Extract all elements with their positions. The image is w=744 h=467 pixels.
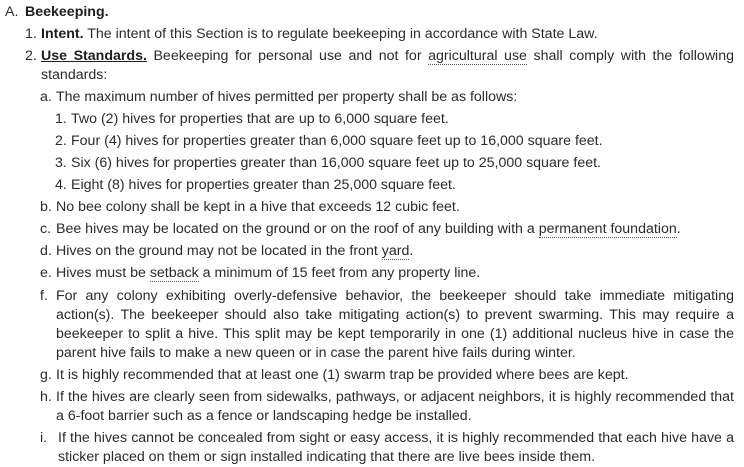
standard-i bbox=[0, 429, 734, 467]
hive-limit-item bbox=[0, 110, 734, 129]
item-heading: Intent. bbox=[41, 26, 84, 42]
standard-marker: g. bbox=[40, 367, 52, 383]
standard-g bbox=[0, 366, 734, 385]
hive-limit-text: Two (2) hives for properties that are up to 6,000 square feet. bbox=[71, 111, 449, 127]
standard-text bbox=[56, 220, 734, 239]
hive-limit-marker: 4. bbox=[55, 177, 67, 193]
hive-limit-text: Six (6) hives for properties greater than 16,000 square feet up to 25,000 square feet. bbox=[71, 155, 601, 171]
standard-a bbox=[0, 88, 734, 107]
hive-limit-text: Eight (8) hives for properties greater than 25,000 square feet. bbox=[71, 177, 456, 193]
standard-marker: b. bbox=[40, 199, 52, 215]
standard-text-part: a minimum of 15 feet from any property line. bbox=[198, 265, 481, 281]
item-text: Beekeeping for personal use and not for bbox=[146, 48, 429, 64]
standard-text: It is highly recommended that at least one (1) swarm trap be provided where bees are kept. bbox=[56, 367, 629, 383]
standard-text: No bee colony shall be kept in a hive that exceeds 12 cubic feet. bbox=[56, 199, 460, 215]
standard-marker: f. bbox=[40, 288, 48, 304]
standard-marker: c. bbox=[40, 221, 52, 237]
hive-limit-item bbox=[0, 176, 734, 195]
list-item-use-standards bbox=[0, 47, 734, 85]
standard-text-part: Hives on the ground may not be located in the front bbox=[56, 243, 382, 259]
item-marker: 1. bbox=[25, 26, 37, 42]
hive-limit-text: Four (4) hives for properties greater than 6,000 square feet up to 16,000 square feet. bbox=[71, 133, 603, 149]
standard-text-part: Hives must be bbox=[56, 265, 150, 281]
hive-limit-marker: 3. bbox=[55, 155, 67, 171]
standard-text: The maximum number of hives permitted per property shall be as follows: bbox=[56, 89, 518, 105]
section-title: Beekeeping. bbox=[25, 4, 109, 20]
definition-link-permanent-foundation[interactable]: permanent foundation bbox=[538, 221, 677, 237]
definition-link-yard[interactable]: yard bbox=[381, 243, 410, 259]
section-heading bbox=[0, 3, 734, 22]
section-marker: A. bbox=[5, 4, 19, 20]
standard-text-part: Bee hives may be located on the ground or on the roof of any building with a bbox=[56, 221, 539, 237]
definition-link-agricultural-use[interactable]: agricultural use bbox=[428, 48, 527, 64]
standard-d bbox=[0, 242, 734, 261]
list-item-intent bbox=[0, 25, 734, 44]
standard-c bbox=[0, 220, 734, 239]
standard-text bbox=[56, 242, 734, 261]
item-text: The intent of this Section is to regulate beekeeping in accordance with State Law. bbox=[83, 26, 598, 42]
standard-h bbox=[0, 388, 734, 426]
standard-e bbox=[0, 264, 734, 283]
hive-limit-item bbox=[0, 154, 734, 173]
hive-limit-marker: 2. bbox=[55, 133, 67, 149]
standard-marker: h. bbox=[40, 389, 52, 405]
standard-text bbox=[56, 264, 734, 283]
standard-text: For any colony exhibiting overly-defensive behavior, the beekeeper should take immediate mitigating action(s). The beekeeper should also take mitigating action(s) to prevent swarming. This may require a beekeeper to split a hive. This split may be kept temporarily in one (1) additional nucleus hive in case the parent hive fails to make a new queen or in case the parent hive fails during winter. bbox=[56, 288, 734, 361]
item-body bbox=[41, 25, 734, 44]
item-heading: Use Standards. bbox=[41, 48, 147, 64]
standard-marker: i. bbox=[40, 430, 48, 446]
hive-limit-marker: 1. bbox=[55, 111, 67, 127]
item-text: shall comply with the following standards: bbox=[41, 48, 734, 83]
standard-text-part: . bbox=[676, 221, 681, 237]
standard-marker: e. bbox=[40, 265, 52, 281]
standard-b bbox=[0, 198, 734, 217]
standard-marker: d. bbox=[40, 243, 52, 259]
standard-text: If the hives cannot be concealed from sight or easy access, it is highly recommended that each hive have a sticker placed on them or sign installed indicating that there are live bees inside them. bbox=[58, 430, 734, 465]
standard-text: If the hives are clearly seen from sidewalks, pathways, or adjacent neighbors, it is highly recommended that a 6-foot barrier such as a fence or landscaping hedge be installed. bbox=[56, 389, 734, 424]
hive-limit-item bbox=[0, 132, 734, 151]
definition-link-setback[interactable]: setback bbox=[149, 265, 199, 281]
item-marker: 2. bbox=[25, 48, 37, 64]
standard-text-part: . bbox=[409, 243, 414, 259]
item-body bbox=[41, 47, 734, 85]
standard-marker: a. bbox=[40, 89, 52, 105]
standard-f bbox=[0, 287, 734, 363]
